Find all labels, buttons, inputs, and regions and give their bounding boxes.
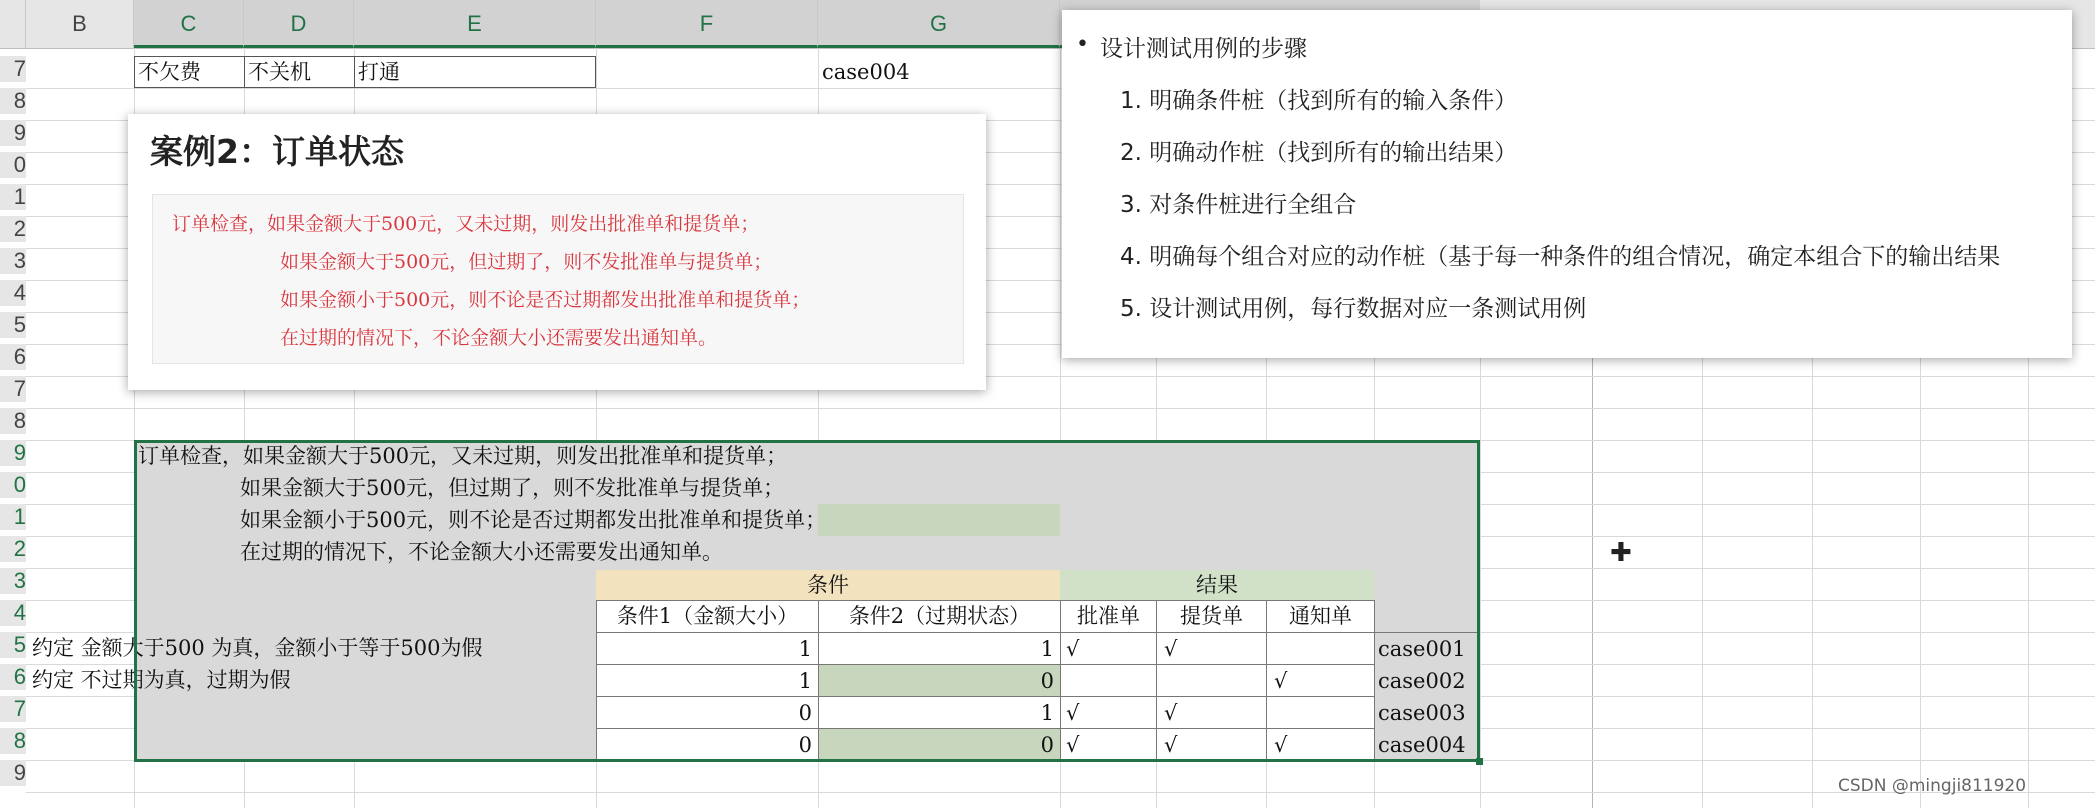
cell-c7[interactable]: 不欠费 — [138, 60, 201, 84]
row-header[interactable]: 3 — [0, 568, 26, 594]
step-3: 3. 对条件桩进行全组合 — [1120, 192, 1357, 218]
corner-cell[interactable] — [0, 0, 26, 48]
case-line-2: 如果金额大于500元，但过期了，则不发批准单与提货单； — [280, 251, 773, 273]
row3-case[interactable]: case003 — [1378, 701, 1466, 725]
row-header[interactable]: 5 — [0, 632, 26, 658]
row-header[interactable]: 9 — [0, 760, 26, 786]
header-condition-2[interactable]: 条件2（过期状态） — [818, 600, 1061, 633]
column-header-b[interactable]: B — [26, 0, 134, 48]
row4-case[interactable]: case004 — [1378, 733, 1466, 757]
statement-line-2[interactable]: 如果金额大于500元，但过期了，则不发批准单与提货单； — [240, 476, 785, 500]
watermark: CSDN @mingji811920 — [1838, 776, 2027, 796]
cell-e7[interactable]: 打通 — [358, 60, 400, 84]
step-2: 2. 明确动作桩（找到所有的输出结果） — [1120, 140, 1518, 166]
statement-line-1[interactable]: 订单检查，如果金额大于500元，又未过期，则发出批准单和提货单； — [138, 444, 788, 468]
row1-condition-1[interactable]: 1 — [798, 637, 812, 661]
row1-condition-2[interactable]: 1 — [1040, 637, 1054, 661]
row-header[interactable]: 4 — [0, 600, 26, 626]
row-header[interactable]: 1 — [0, 184, 26, 210]
row2-notice[interactable]: √ — [1274, 669, 1288, 693]
column-header-e[interactable]: E — [354, 0, 596, 48]
row-header[interactable]: 7 — [0, 696, 26, 722]
header-approval[interactable]: 批准单 — [1060, 600, 1157, 633]
row-header[interactable]: 2 — [0, 216, 26, 242]
row-header[interactable]: 6 — [0, 344, 26, 370]
header-condition-1[interactable]: 条件1（金额大小） — [596, 600, 819, 633]
row-header[interactable]: 9 — [0, 120, 26, 146]
cell-d7[interactable]: 不关机 — [248, 60, 311, 84]
row4-condition-2[interactable]: 0 — [1040, 733, 1054, 757]
cell-g7[interactable]: case004 — [822, 60, 910, 84]
row3-condition-2[interactable]: 1 — [1040, 701, 1054, 725]
case-title: 案例2：订单状态 — [150, 132, 404, 171]
row-header[interactable]: 2 — [0, 536, 26, 562]
row2-condition-2[interactable]: 0 — [1040, 669, 1054, 693]
row-header[interactable]: 5 — [0, 312, 26, 338]
row-header[interactable]: 8 — [0, 728, 26, 754]
steps-popup — [1062, 10, 2072, 358]
note-amount[interactable]: 约定 金额大于500 为真，金额小于等于500为假 — [32, 636, 483, 660]
cell-cursor-icon: ✚ — [1610, 538, 1632, 568]
condition-header[interactable]: 条件 — [807, 573, 849, 597]
row1-case[interactable]: case001 — [1378, 637, 1466, 661]
steps-heading: 设计测试用例的步骤 — [1100, 36, 1307, 62]
row1-approval[interactable]: √ — [1066, 637, 1080, 661]
step-1: 1. 明确条件桩（找到所有的输入条件） — [1120, 88, 1518, 114]
result-header[interactable]: 结果 — [1196, 573, 1238, 597]
row4-notice[interactable]: √ — [1274, 733, 1288, 757]
row-header[interactable]: 4 — [0, 280, 26, 306]
row4-condition-1[interactable]: 0 — [798, 733, 812, 757]
row-header[interactable]: 3 — [0, 248, 26, 274]
row-header[interactable]: 8 — [0, 408, 26, 434]
row-header[interactable]: 7 — [0, 56, 26, 82]
row-header[interactable]: 8 — [0, 88, 26, 114]
row-header[interactable]: 9 — [0, 440, 26, 466]
fill-handle[interactable] — [1476, 758, 1483, 765]
row3-approval[interactable]: √ — [1066, 701, 1080, 725]
row1-delivery[interactable]: √ — [1164, 637, 1178, 661]
header-delivery[interactable]: 提货单 — [1156, 600, 1267, 633]
row4-approval[interactable]: √ — [1066, 733, 1080, 757]
row3-condition-1[interactable]: 0 — [798, 701, 812, 725]
note-expiry[interactable]: 约定 不过期为真，过期为假 — [32, 668, 291, 692]
statement-line-4[interactable]: 在过期的情况下，不论金额大小还需要发出通知单。 — [240, 540, 723, 564]
case-line-1: 订单检查，如果金额大于500元，又未过期，则发出批准单和提货单； — [172, 213, 760, 235]
row4-delivery[interactable]: √ — [1164, 733, 1178, 757]
row-header[interactable]: 0 — [0, 472, 26, 498]
row-header[interactable]: 7 — [0, 376, 26, 402]
row2-condition-1[interactable]: 1 — [798, 669, 812, 693]
statement-line-3[interactable]: 如果金额小于500元，则不论是否过期都发出批准单和提货单； — [240, 508, 827, 532]
row-header[interactable]: 1 — [0, 504, 26, 530]
header-notice[interactable]: 通知单 — [1266, 600, 1375, 633]
case-line-4: 在过期的情况下，不论金额大小还需要发出通知单。 — [280, 327, 718, 349]
step-4: 4. 明确每个组合对应的动作桩（基于每一种条件的组合情况，确定本组合下的输出结果 — [1120, 244, 2001, 270]
selection-border — [134, 440, 1480, 762]
step-5: 5. 设计测试用例，每行数据对应一条测试用例 — [1120, 296, 1587, 322]
case-line-3: 如果金额小于500元，则不论是否过期都发出批准单和提货单； — [280, 289, 811, 311]
row2-case[interactable]: case002 — [1378, 669, 1466, 693]
column-header-c[interactable]: C — [134, 0, 244, 48]
row3-delivery[interactable]: √ — [1164, 701, 1178, 725]
column-header-g[interactable]: G — [818, 0, 1060, 48]
row-header[interactable]: 6 — [0, 664, 26, 690]
column-header-f[interactable]: F — [596, 0, 818, 48]
case-popup — [128, 114, 986, 390]
column-header-d[interactable]: D — [244, 0, 354, 48]
bullet-icon: • — [1076, 32, 1089, 57]
row-header[interactable]: 0 — [0, 152, 26, 178]
